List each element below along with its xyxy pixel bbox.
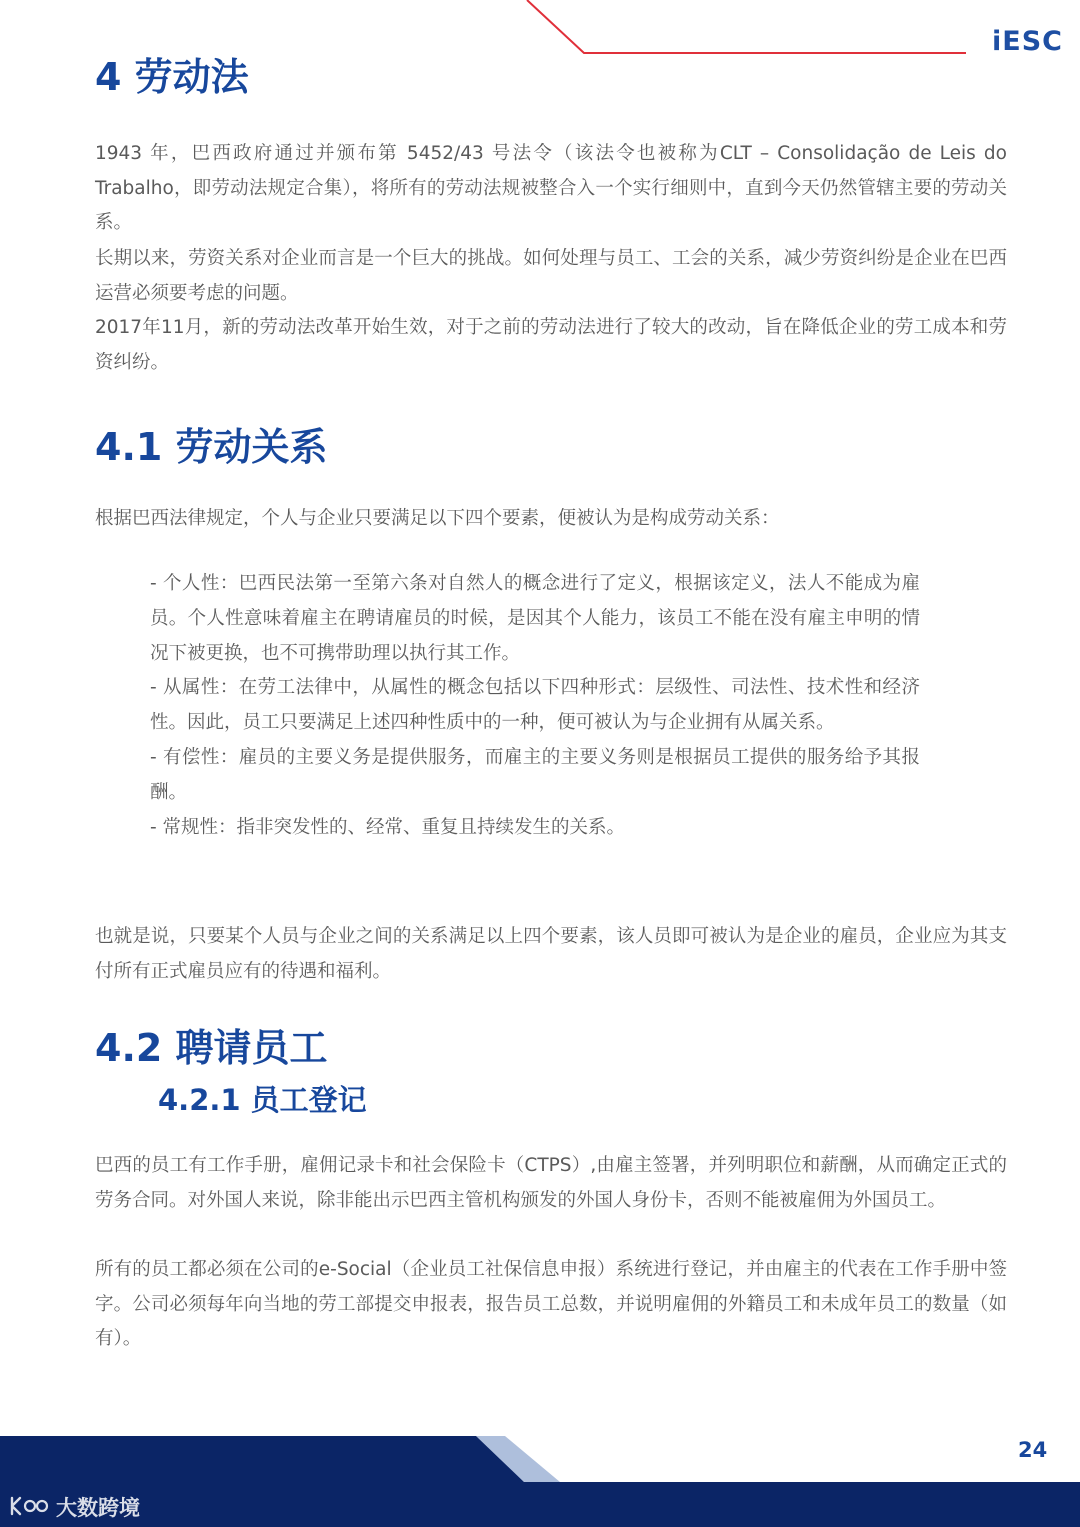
list-item-subordination: - 从属性：在劳工法律中，从属性的概念包括以下四种形式：层级性、司法性、技术性和经济性。因此，员工只要满足上述四种性质中的一种，便可被认为与企业拥有从属关系。 bbox=[150, 677, 920, 734]
labor-relation-elements-list bbox=[150, 567, 920, 845]
section-4-paragraph-3: 2017年11月，新的劳动法改革开始生效，对于之前的劳动法进行了较大的改动，旨在降低企业的劳工成本和劳资纠纷。 bbox=[95, 317, 1007, 373]
list-item-personality: - 个人性：巴西民法第一至第六条对自然人的概念进行了定义，根据该定义，法人不能成为雇员。个人性意味着雇主在聘请雇员的时候，是因其个人能力，该员工不能在没有雇主申明的情况下被更换，也不可携带助理以执行其工作。 bbox=[150, 573, 920, 664]
section-4-1-conclusion: 也就是说，只要某个人员与企业之间的关系满足以上四个要素，该人员即可被认为是企业的雇员，企业应为其支付所有正式雇员应有的待遇和福利。 bbox=[95, 926, 1007, 982]
section-4-1-title: 4.1 劳动关系 bbox=[95, 425, 328, 469]
iesc-logo: iESC bbox=[992, 26, 1063, 57]
section-4-2-title: 4.2 聘请员工 bbox=[95, 1026, 328, 1070]
section-4-paragraph-2: 长期以来，劳资关系对企业而言是一个巨大的挑战。如何处理与员工、工会的关系，减少劳资纠纷是企业在巴西运营必须要考虑的问题。 bbox=[95, 248, 1007, 304]
section-4-2-1-paragraph-1: 巴西的员工有工作手册，雇佣记录卡和社会保险卡（CTPS）,由雇主签署，并列明职位和薪酬，从而确定正式的劳务合同。对外国人来说，除非能出示巴西主管机构颁发的外国人身份卡，否则不能被雇佣为外国员工。 bbox=[95, 1155, 1007, 1211]
watermark bbox=[8, 1492, 140, 1522]
section-4-paragraph-1: 1943 年，巴西政府通过并颁布第 5452/43 号法令（该法令也被称为CLT – Consolidação de Leis do Trabalho，即劳动法规定合集），将所有的劳动法规被整合入一个实行细则中，直到今天仍然管辖主要的劳动关系。 bbox=[95, 143, 1007, 233]
footer-band bbox=[0, 1432, 1080, 1527]
section-4-2-1-title: 4.2.1 员工登记 bbox=[158, 1083, 367, 1117]
section-4-1-intro: 根据巴西法律规定，个人与企业只要满足以下四个要素，便被认为是构成劳动关系： bbox=[95, 508, 780, 529]
section-4-title: 4 劳动法 bbox=[95, 55, 249, 99]
section-4-2-1-paragraph-2: 所有的员工都必须在公司的e-Social（企业员工社保信息申报）系统进行登记，并由雇主的代表在工作手册中签字。公司必须每年向当地的劳工部提交申报表，报告员工总数，并说明雇佣的外籍员工和未成年员工的数量（如有）。 bbox=[95, 1259, 1007, 1349]
page-number: 24 bbox=[1018, 1438, 1048, 1462]
watermark-logo-icon bbox=[8, 1494, 50, 1520]
watermark-text: 大数跨境 bbox=[56, 1496, 140, 1520]
list-item-onerosity: - 有偿性：雇员的主要义务是提供服务，而雇主的主要义务则是根据员工提供的服务给予其报酬。 bbox=[150, 746, 920, 803]
list-item-habituality: - 常规性：指非突发性的、经常、重复且持续发生的关系。 bbox=[150, 816, 626, 838]
